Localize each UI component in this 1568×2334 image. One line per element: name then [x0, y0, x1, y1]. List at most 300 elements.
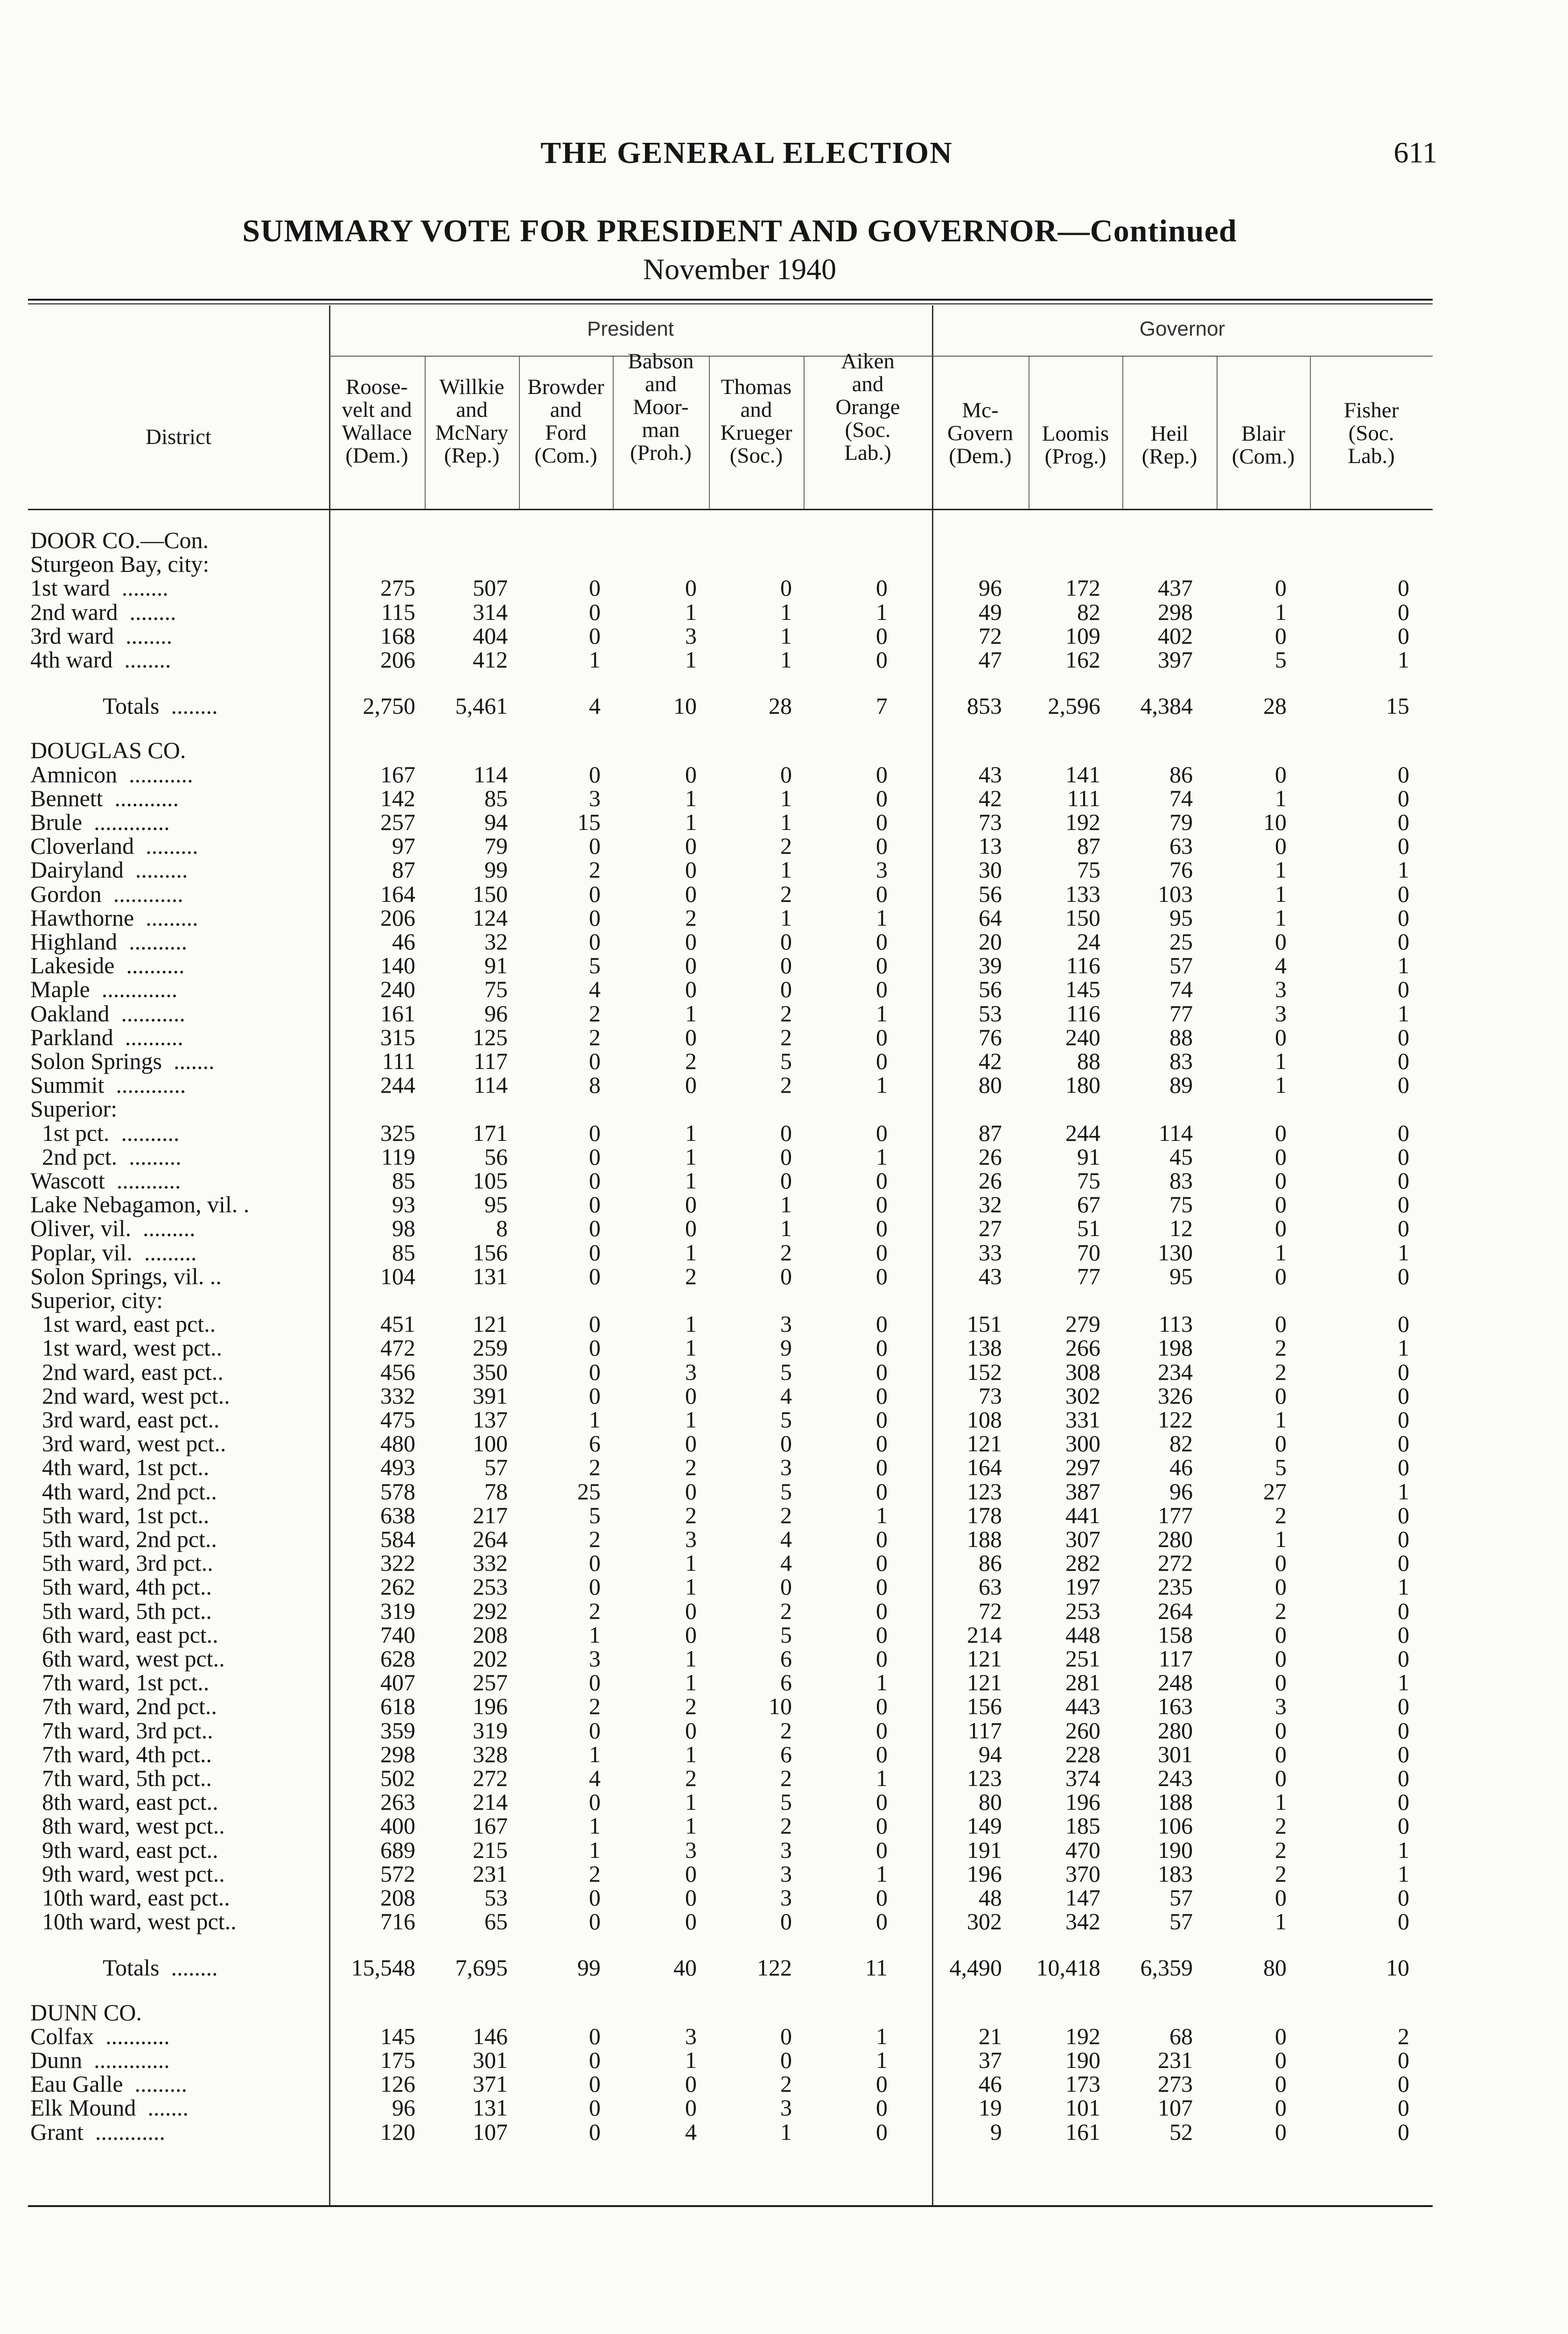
vote-cell: 0 [780, 1574, 792, 1600]
vote-cell: 1 [780, 1215, 792, 1241]
vote-cell: 76 [1169, 857, 1193, 883]
vote-cell: 628 [380, 1645, 415, 1672]
vote-cell: 86 [979, 1550, 1002, 1576]
table-row [28, 1504, 1433, 1527]
row-label: 5th ward, 1st pct.. [30, 1502, 210, 1528]
vote-cell: 0 [589, 2095, 601, 2121]
vote-cell: 470 [1065, 1837, 1100, 1863]
vote-cell: 140 [380, 952, 415, 978]
table-row [28, 1002, 1433, 1026]
vote-cell: 0 [1398, 905, 1409, 931]
vote-cell: 3 [1275, 976, 1287, 1002]
vote-cell: 0 [876, 647, 888, 673]
vote-cell: 1 [1275, 599, 1287, 625]
vote-cell: 0 [1398, 1144, 1409, 1170]
vote-cell: 125 [473, 1024, 508, 1050]
vote-cell: 1 [1275, 881, 1287, 907]
vote-cell: 0 [589, 1215, 601, 1241]
vote-cell: 1 [685, 1789, 697, 1815]
vote-cell: 0 [685, 1191, 697, 1217]
vote-cell: 0 [589, 1335, 601, 1361]
vote-cell: 85 [392, 1167, 415, 1194]
vote-cell: 10 [673, 693, 697, 719]
vote-cell: 198 [1158, 1335, 1193, 1361]
vote-cell: 451 [380, 1311, 415, 1337]
vote-cell: 167 [473, 1813, 508, 1839]
vote-cell: 1 [589, 1406, 601, 1433]
vote-cell: 0 [1275, 2071, 1287, 2097]
vote-cell: 853 [967, 693, 1002, 719]
vote-cell: 275 [380, 575, 415, 601]
vote-cell: 68 [1169, 2023, 1193, 2049]
vote-cell: 114 [1158, 1120, 1193, 1146]
vote-cell: 0 [1398, 1717, 1409, 1743]
vote-cell: 0 [1275, 833, 1287, 859]
vote-cell: 0 [589, 833, 601, 859]
vote-cell: 57 [1169, 1908, 1193, 1934]
vote-cell: 1 [1275, 1526, 1287, 1552]
vote-cell: 145 [1065, 976, 1100, 1002]
column-header: Babson and Moor- man (Proh.) [628, 349, 694, 465]
row-label: Oliver, vil. ......... [30, 1215, 196, 1241]
vote-cell: 28 [769, 693, 792, 719]
vote-cell: 0 [876, 1048, 888, 1074]
vote-cell: 196 [473, 1693, 508, 1719]
vote-cell: 257 [473, 1669, 508, 1695]
vote-cell: 47 [979, 647, 1002, 673]
county-title: DUNN CO. [30, 1999, 142, 2025]
vote-cell: 2 [589, 1861, 601, 1887]
vote-cell: 27 [979, 1215, 1002, 1241]
table-row [28, 1838, 1433, 1862]
vote-cell: 502 [380, 1765, 415, 1791]
vote-cell: 0 [1275, 1024, 1287, 1050]
row-label: Oakland ........... [30, 1000, 185, 1026]
vote-cell: 91 [1077, 1144, 1100, 1170]
vote-cell: 448 [1065, 1622, 1100, 1648]
table-top-rule-2 [28, 303, 1433, 304]
vote-cell: 264 [1158, 1598, 1193, 1624]
vote-cell: 716 [380, 1908, 415, 1934]
vote-cell: 177 [1158, 1502, 1193, 1528]
table-row [28, 906, 1433, 930]
vote-cell: 197 [1065, 1574, 1100, 1600]
vote-cell: 4 [780, 1550, 792, 1576]
table-row [28, 576, 1433, 600]
vote-cell: 188 [1158, 1789, 1193, 1815]
vote-cell: 12 [1169, 1215, 1193, 1241]
vote-cell: 75 [1077, 1167, 1100, 1194]
table-row [28, 648, 1433, 672]
vote-cell: 0 [876, 1908, 888, 1934]
vote-cell: 178 [967, 1502, 1002, 1528]
vote-cell: 1 [780, 2119, 792, 2145]
vote-cell: 2 [589, 1000, 601, 1026]
vote-cell: 107 [1158, 2095, 1193, 2121]
vote-cell: 0 [780, 1144, 792, 1170]
vote-cell: 332 [473, 1550, 508, 1576]
vote-cell: 350 [473, 1359, 508, 1385]
vote-cell: 53 [979, 1000, 1002, 1026]
vote-cell: 192 [1065, 809, 1100, 835]
vote-cell: 190 [1158, 1837, 1193, 1863]
vote-cell: 1 [876, 2023, 888, 2049]
vote-cell: 400 [380, 1813, 415, 1839]
row-label: Hawthorne ......... [30, 905, 198, 931]
vote-cell: 0 [589, 761, 601, 787]
vote-cell: 273 [1158, 2071, 1193, 2097]
vote-cell: 78 [484, 1478, 508, 1504]
vote-cell: 1 [876, 1502, 888, 1528]
vote-cell: 5 [780, 1406, 792, 1433]
vote-cell: 1 [685, 1574, 697, 1600]
vote-cell: 0 [1398, 1622, 1409, 1648]
vote-cell: 0 [780, 928, 792, 955]
column-header: Heil (Rep.) [1141, 422, 1197, 469]
vote-cell: 443 [1065, 1693, 1100, 1719]
table-row [28, 552, 1433, 576]
column-header: Loomis (Prog.) [1042, 422, 1109, 469]
vote-cell: 1 [685, 1406, 697, 1433]
vote-cell: 0 [685, 1622, 697, 1648]
vote-cell: 0 [876, 1335, 888, 1361]
table-row [28, 1694, 1433, 1718]
vote-cell: 10 [769, 1693, 792, 1719]
vote-cell: 0 [1398, 1072, 1409, 1098]
vote-cell: 2 [1275, 1861, 1287, 1887]
table-row [28, 810, 1433, 834]
vote-cell: 0 [876, 623, 888, 649]
table-top-rule [28, 299, 1433, 301]
vote-cell: 0 [876, 833, 888, 859]
vote-cell: 0 [876, 1359, 888, 1385]
vote-cell: 145 [380, 2023, 415, 2049]
vote-cell: 152 [967, 1359, 1002, 1385]
vote-cell: 0 [876, 1789, 888, 1815]
vote-cell: 82 [1169, 1430, 1193, 1456]
vote-cell: 6,359 [1140, 1954, 1193, 1981]
vote-cell: 4 [780, 1383, 792, 1409]
vote-cell: 158 [1158, 1622, 1193, 1648]
vote-cell: 0 [589, 1717, 601, 1743]
vote-cell: 3 [685, 623, 697, 649]
vote-cell: 326 [1158, 1383, 1193, 1409]
row-label: Solon Springs, vil. .. [30, 1263, 222, 1289]
vote-cell: 1 [876, 1000, 888, 1026]
vote-cell: 1 [685, 599, 697, 625]
vote-cell: 146 [473, 2023, 508, 2049]
vote-cell: 42 [979, 785, 1002, 811]
vote-cell: 123 [967, 1478, 1002, 1504]
vote-cell: 117 [473, 1048, 508, 1074]
vote-cell: 0 [780, 761, 792, 787]
vote-cell: 104 [380, 1263, 415, 1289]
vote-cell: 0 [1275, 2095, 1287, 2121]
vote-cell: 131 [473, 2095, 508, 2121]
vote-cell: 2 [1275, 1598, 1287, 1624]
election-table [28, 299, 1433, 2208]
district-column-header: District [146, 425, 211, 449]
row-label: 4th ward, 1st pct.. [30, 1454, 210, 1480]
vote-cell: 0 [876, 1884, 888, 1911]
vote-cell: 0 [876, 1263, 888, 1289]
table-row [28, 1814, 1433, 1838]
vote-cell: 2 [685, 905, 697, 931]
vote-cell: 138 [967, 1335, 1002, 1361]
vote-cell: 214 [473, 1789, 508, 1815]
vote-cell: 248 [1158, 1669, 1193, 1695]
row-label: 1st pct. .......... [30, 1120, 180, 1146]
vote-cell: 122 [757, 1954, 792, 1981]
vote-cell: 196 [967, 1861, 1002, 1887]
vote-cell: 1 [685, 1120, 697, 1146]
row-label: 1st ward, west pct.. [30, 1335, 223, 1361]
vote-cell: 46 [1169, 1454, 1193, 1480]
vote-cell: 101 [1065, 2095, 1100, 2121]
vote-cell: 0 [876, 1383, 888, 1409]
vote-cell: 0 [685, 1215, 697, 1241]
vote-cell: 3 [685, 1837, 697, 1863]
row-label: Dairyland ......... [30, 857, 188, 883]
vote-cell: 0 [1398, 1789, 1409, 1815]
table-row [28, 1647, 1433, 1671]
table-row [28, 1241, 1433, 1265]
row-label: 10th ward, west pct.. [30, 1908, 237, 1934]
vote-cell: 5 [589, 1502, 601, 1528]
vote-cell: 3 [780, 1311, 792, 1337]
table-row [28, 763, 1433, 787]
row-label: 9th ward, east pct.. [30, 1837, 218, 1863]
table-row [28, 2120, 1433, 2144]
vote-cell: 1 [589, 1622, 601, 1648]
vote-cell: 0 [1275, 1622, 1287, 1648]
vote-cell: 5 [1275, 1454, 1287, 1480]
vote-cell: 32 [484, 928, 508, 955]
vote-cell: 572 [380, 1861, 415, 1887]
vote-cell: 0 [589, 2071, 601, 2097]
vote-cell: 0 [1275, 1550, 1287, 1576]
vote-cell: 75 [1169, 1191, 1193, 1217]
vote-cell: 0 [685, 575, 697, 601]
vote-cell: 99 [484, 857, 508, 883]
vote-cell: 0 [589, 1574, 601, 1600]
vote-cell: 2 [1275, 1359, 1287, 1385]
president-group-header: President [587, 317, 674, 340]
vote-cell: 37 [979, 2047, 1002, 2073]
vote-cell: 171 [473, 1120, 508, 1146]
vote-cell: 75 [1077, 857, 1100, 883]
vote-cell: 5 [780, 1622, 792, 1648]
summary-title: SUMMARY VOTE FOR PRESIDENT AND GOVERNOR—Continued [242, 213, 1237, 248]
vote-cell: 0 [1398, 1908, 1409, 1934]
vote-cell: 4 [589, 693, 601, 719]
vote-cell: 2 [1398, 2023, 1409, 2049]
vote-cell: 79 [1169, 809, 1193, 835]
vote-cell: 79 [484, 833, 508, 859]
vote-cell: 63 [1169, 833, 1193, 859]
column-header: Blair (Com.) [1232, 422, 1295, 469]
vote-cell: 292 [473, 1598, 508, 1624]
vote-cell: 0 [1398, 1526, 1409, 1552]
vote-cell: 0 [589, 1311, 601, 1337]
vote-cell: 94 [979, 1741, 1002, 1767]
vote-cell: 2 [780, 1765, 792, 1791]
vote-cell: 93 [392, 1191, 415, 1217]
vote-cell: 584 [380, 1526, 415, 1552]
vote-cell: 0 [780, 1263, 792, 1289]
vote-cell: 0 [876, 1622, 888, 1648]
vote-cell: 43 [979, 1263, 1002, 1289]
row-label: 3rd ward, east pct.. [30, 1406, 220, 1433]
row-label: Brule ............. [30, 809, 170, 835]
vote-cell: 0 [685, 976, 697, 1002]
table-row [28, 1097, 1433, 1121]
vote-cell: 147 [1065, 1884, 1100, 1911]
vote-cell: 0 [876, 1598, 888, 1624]
vote-cell: 264 [473, 1526, 508, 1552]
vote-cell: 1 [685, 809, 697, 835]
table-row [28, 787, 1433, 810]
vote-cell: 206 [380, 647, 415, 673]
vote-cell: 4,490 [949, 1954, 1002, 1981]
column-divider [519, 357, 520, 509]
vote-cell: 65 [484, 1908, 508, 1934]
vote-cell: 370 [1065, 1861, 1100, 1887]
vote-cell: 8 [496, 1215, 508, 1241]
vote-cell: 0 [876, 1550, 888, 1576]
vote-cell: 83 [1169, 1048, 1193, 1074]
vote-cell: 0 [1275, 1215, 1287, 1241]
vote-cell: 0 [1398, 1311, 1409, 1337]
vote-cell: 0 [1398, 833, 1409, 859]
vote-cell: 2 [685, 1048, 697, 1074]
vote-cell: 1 [1275, 857, 1287, 883]
vote-cell: 72 [979, 623, 1002, 649]
vote-cell: 0 [876, 1454, 888, 1480]
vote-cell: 196 [1065, 1789, 1100, 1815]
vote-cell: 100 [473, 1430, 508, 1456]
vote-cell: 0 [1398, 809, 1409, 835]
vote-cell: 0 [685, 2071, 697, 2097]
vote-cell: 208 [380, 1884, 415, 1911]
vote-cell: 3 [780, 2095, 792, 2121]
table-row [28, 1288, 1433, 1312]
vote-cell: 0 [1398, 1359, 1409, 1385]
table-row [28, 624, 1433, 648]
vote-cell: 70 [1077, 1239, 1100, 1265]
vote-cell: 0 [876, 1215, 888, 1241]
vote-cell: 192 [1065, 2023, 1100, 2049]
vote-cell: 0 [876, 1478, 888, 1504]
vote-cell: 190 [1065, 2047, 1100, 2073]
vote-cell: 0 [780, 1120, 792, 1146]
vote-cell: 0 [876, 1120, 888, 1146]
vote-cell: 180 [1065, 1072, 1100, 1098]
vote-cell: 0 [1398, 1024, 1409, 1050]
vote-cell: 42 [979, 1048, 1002, 1074]
vote-cell: 0 [1275, 761, 1287, 787]
row-label: Cloverland ......... [30, 833, 198, 859]
vote-cell: 156 [473, 1239, 508, 1265]
vote-cell: 89 [1169, 1072, 1193, 1098]
vote-cell: 7 [876, 693, 888, 719]
vote-cell: 578 [380, 1478, 415, 1504]
vote-cell: 407 [380, 1669, 415, 1695]
vote-cell: 0 [876, 952, 888, 978]
vote-cell: 80 [1263, 1954, 1287, 1981]
table-row [28, 1575, 1433, 1599]
vote-cell: 98 [392, 1215, 415, 1241]
vote-cell: 1 [1398, 857, 1409, 883]
vote-cell: 0 [876, 1717, 888, 1743]
vote-cell: 8 [589, 1072, 601, 1098]
vote-cell: 1 [685, 785, 697, 811]
vote-cell: 2 [780, 1813, 792, 1839]
vote-cell: 6 [780, 1741, 792, 1767]
vote-cell: 1 [1398, 1335, 1409, 1361]
vote-cell: 0 [1398, 2047, 1409, 2073]
vote-cell: 279 [1065, 1311, 1100, 1337]
vote-cell: 0 [685, 857, 697, 883]
vote-cell: 0 [589, 1239, 601, 1265]
vote-cell: 1 [685, 1335, 697, 1361]
vote-cell: 149 [967, 1813, 1002, 1839]
column-header: Fisher (Soc. Lab.) [1344, 398, 1399, 468]
vote-cell: 297 [1065, 1454, 1100, 1480]
vote-cell: 26 [979, 1144, 1002, 1170]
row-label: 2nd ward ........ [30, 599, 176, 625]
table-row [28, 1169, 1433, 1193]
table-row [28, 1049, 1433, 1073]
table-row [28, 1145, 1433, 1169]
vote-cell: 133 [1065, 881, 1100, 907]
vote-cell: 0 [1275, 1430, 1287, 1456]
vote-cell: 2 [589, 857, 601, 883]
vote-cell: 314 [473, 599, 508, 625]
vote-cell: 3 [876, 857, 888, 883]
table-row [28, 1790, 1433, 1814]
vote-cell: 46 [392, 928, 415, 955]
vote-cell: 2 [780, 1072, 792, 1098]
vote-cell: 0 [1275, 1765, 1287, 1791]
vote-cell: 97 [392, 833, 415, 859]
vote-cell: 480 [380, 1430, 415, 1456]
vote-cell: 0 [1275, 1191, 1287, 1217]
vote-cell: 231 [1158, 2047, 1193, 2073]
vote-cell: 0 [876, 1311, 888, 1337]
row-label: 1st ward, east pct.. [30, 1311, 216, 1337]
vote-cell: 172 [1065, 575, 1100, 601]
vote-cell: 46 [979, 2071, 1002, 2097]
vote-cell: 119 [381, 1144, 415, 1170]
vote-cell: 0 [1275, 1144, 1287, 1170]
vote-cell: 0 [780, 1167, 792, 1194]
vote-cell: 1 [876, 905, 888, 931]
vote-cell: 322 [380, 1550, 415, 1576]
vote-cell: 3 [780, 1837, 792, 1863]
vote-cell: 40 [673, 1954, 697, 1981]
vote-cell: 412 [473, 647, 508, 673]
vote-cell: 116 [1066, 952, 1100, 978]
vote-cell: 183 [1158, 1861, 1193, 1887]
vote-cell: 5 [589, 952, 601, 978]
vote-cell: 0 [1398, 1454, 1409, 1480]
vote-cell: 113 [1158, 1311, 1193, 1337]
column-header: Aiken and Orange (Soc. Lab.) [835, 349, 900, 465]
vote-cell: 0 [589, 1048, 601, 1074]
vote-cell: 1 [685, 1813, 697, 1839]
vote-cell: 3 [589, 1645, 601, 1672]
